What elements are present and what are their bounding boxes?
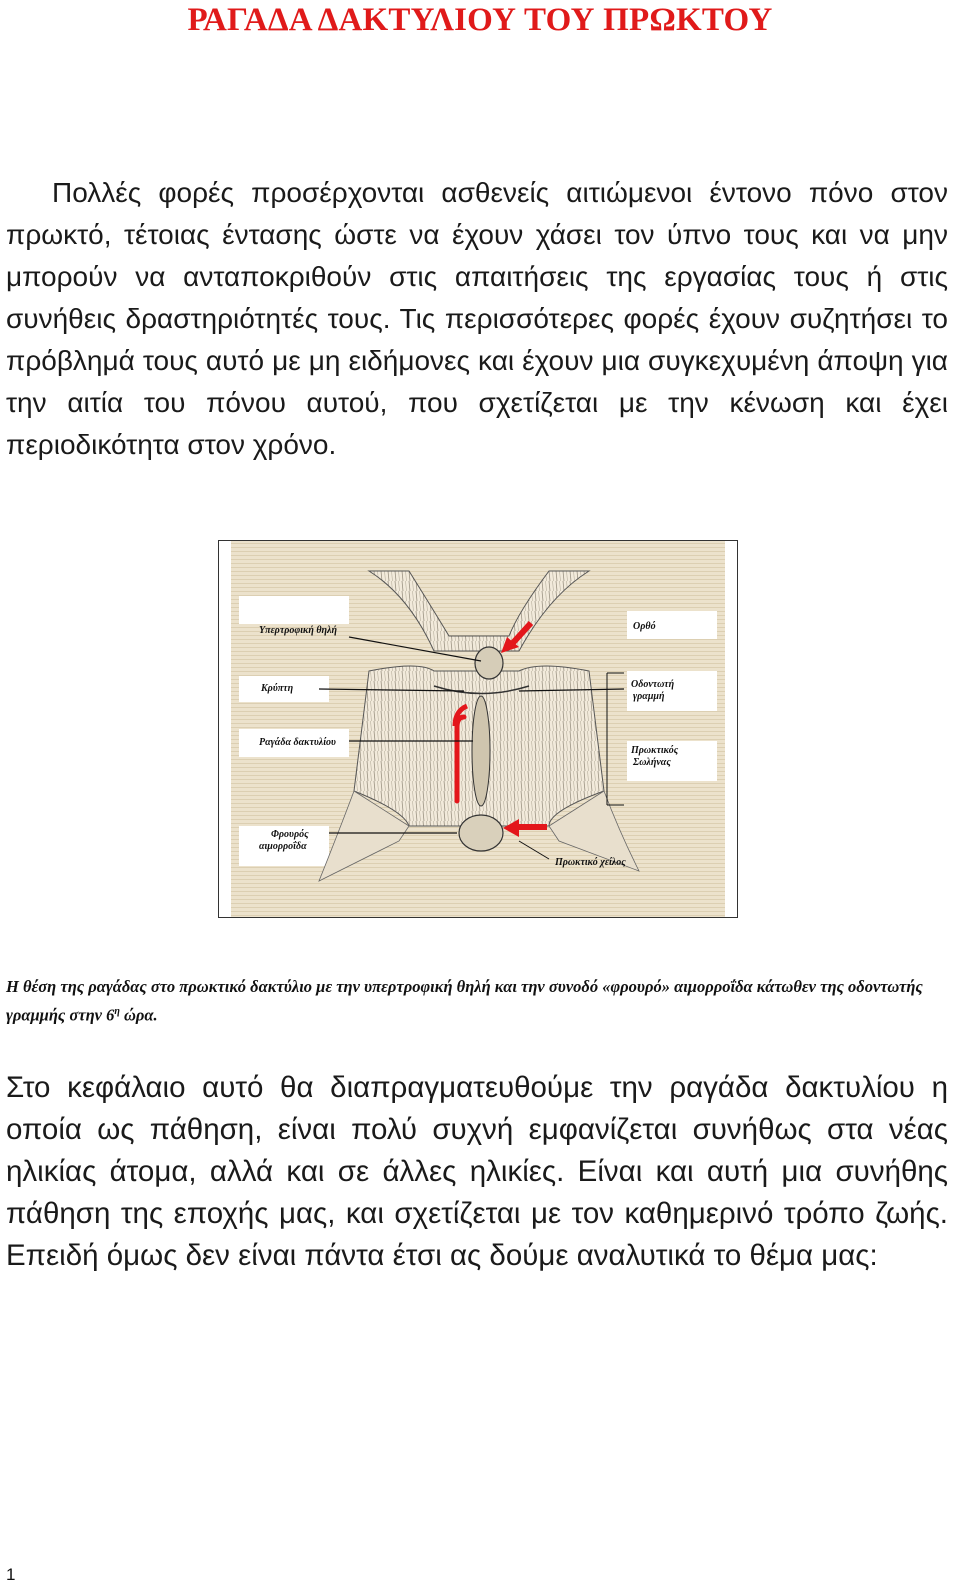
- figure-caption: [6, 974, 948, 1028]
- fissure-shape: [472, 696, 490, 806]
- anatomy-figure: [218, 540, 738, 918]
- label-dentate-line: Οδοντωτή γραμμή: [631, 679, 675, 702]
- caption-text-end: ώρα.: [119, 1005, 158, 1025]
- caption-superscript: η: [114, 1006, 120, 1017]
- label-rectum: Ορθό: [633, 621, 656, 632]
- papilla-shape: [475, 647, 503, 679]
- body-paragraph: Στο κεφάλαιο αυτό θα διαπραγματευθούμε την ραγάδα δακτυλίου η οποία ως πάθηση, είναι πολύ συχνή εμφανίζεται συνήθως στα νέας ηλικίας άτομα, αλλά και σε άλλες ηλικίες. Είναι και αυτή μια συνήθης πάθηση της εποχής μας, και σχετίζεται με τον καθημερινό τρόπο ζωής. Επειδή όμως δεν είναι πάντα έτσι ας δούμε αναλυτικά το θέμα μας:: [6, 1071, 948, 1272]
- label-hypertrophic-papilla: Υπερτροφική θηλή: [259, 625, 337, 636]
- label-box: [239, 596, 349, 624]
- label-sentinel-pile: Φρουρός αιμορροΐδα: [259, 829, 309, 852]
- document-title: ΡΑΓΑΔΑ ΔΑΚΤΥΛΙΟΥ ΤΟΥ ΠΡΩΚΤΟΥ: [187, 2, 773, 38]
- label-anal-verge: Πρωκτικό χείλος: [555, 857, 626, 868]
- sentinel-pile-shape: [459, 815, 503, 851]
- anatomy-illustration: [219, 541, 737, 917]
- label-anal-fissure: Ραγάδα δακτυλίου: [259, 737, 336, 748]
- label-anal-canal: Πρωκτικός Σωλήνας: [631, 745, 679, 768]
- page-number: 1: [6, 1565, 16, 1584]
- caption-text: Η θέση της ραγάδας στο πρωκτικό δακτύλιο με την υπερτροφική θηλή και την συνοδό «φρουρό» αιμορροΐδα κάτωθεν της οδοντωτής γραμμής στην 6: [6, 977, 923, 1025]
- label-crypt: Κρύπτη: [261, 683, 294, 694]
- intro-paragraph: Πολλές φορές προσέρχονται ασθενείς αιτιώμενοι έντονο πόνο στον πρωκτό, τέτοιας έντασης ώστε να έχουν χάσει τον ύπνο τους και να μην μπορούν να ανταποκριθούν στις απαιτήσεις της εργασίας τους ή στις συνήθεις δραστηριότητές τους. Τις περισσότερες φορές έχουν συζητήσει το πρόβλημά τους αυτό με μη ειδήμονες και έχουν μια συγκεχυμένη άποψη για την αιτία του πόνου αυτού, που σχετίζεται με την κένωση και έχει περιοδικότητα στον χρόνο.: [6, 177, 948, 460]
